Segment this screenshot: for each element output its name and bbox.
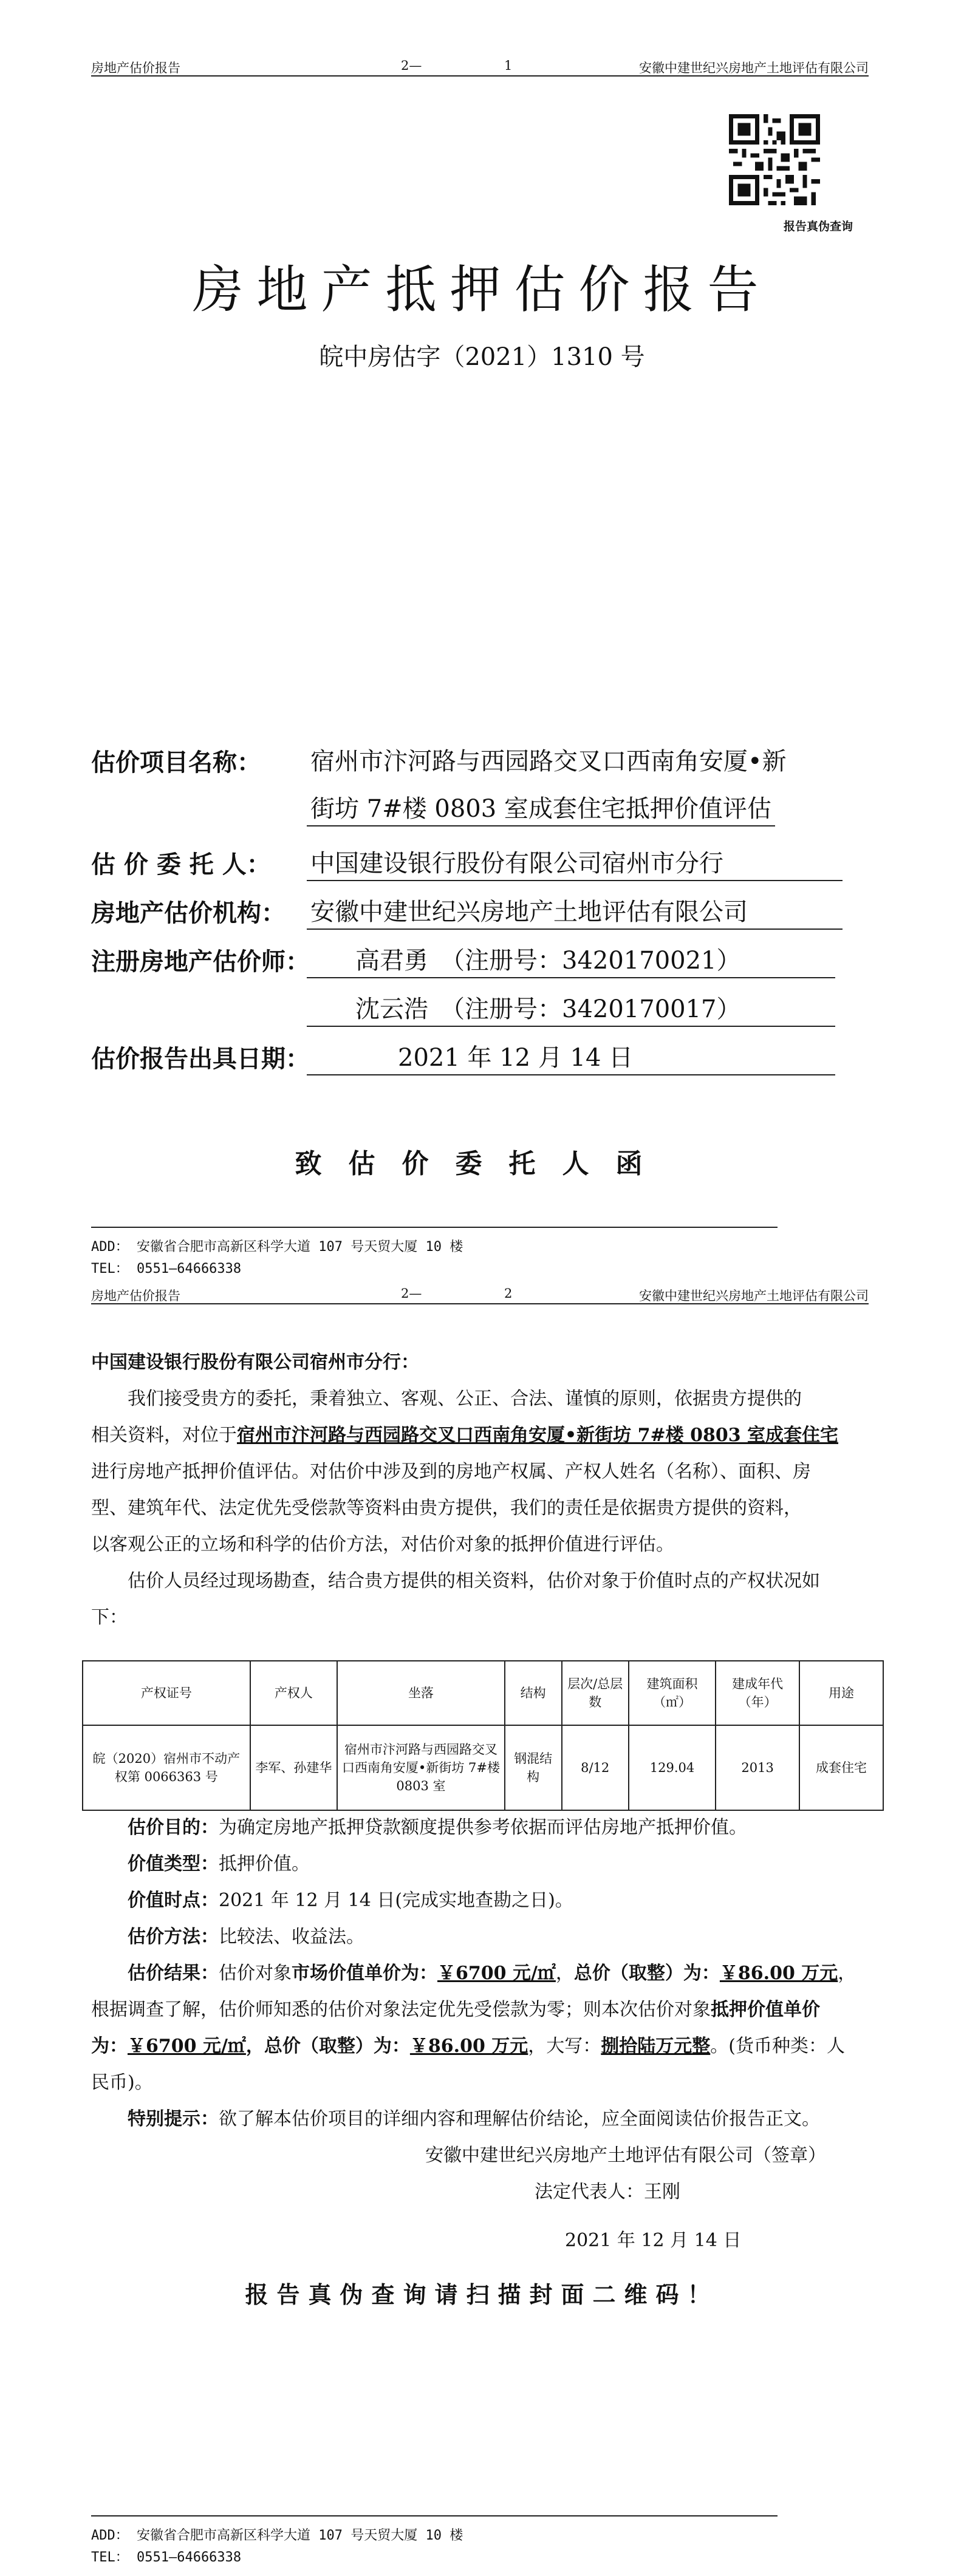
footer-address: ADD： 安徽省合肥市高新区科学大道 107 号天贸大厦 10 楼 [91, 1239, 463, 1255]
footer-address: ADD： 安徽省合肥市高新区科学大道 107 号天贸大厦 10 楼 [91, 2528, 463, 2543]
client-name: 中国建设银行股份有限公司宿州市分行 [307, 844, 843, 881]
table-cell: 成套住宅 [799, 1725, 883, 1810]
result-label: 估价结果： [128, 1963, 219, 1984]
property-rights-table [82, 1660, 884, 1811]
mortgage-total-label: ，总价（取整）为： [245, 2036, 410, 2057]
qr-code-icon[interactable] [729, 114, 820, 205]
header-right: 安徽中建世纪兴房地产土地评估有限公司 [639, 61, 869, 75]
project-label: 估价项目名称： [91, 748, 261, 777]
header-page-number: 2 [504, 1286, 513, 1301]
running-header [91, 1285, 869, 1304]
special-note-value: 欲了解本估价项目的详细内容和理解估价结论，应全面阅读估价报告正文。 [219, 2108, 820, 2130]
running-header [91, 57, 869, 77]
table-header-cell: 结构 [505, 1661, 562, 1725]
appraiser-1: 高君勇 （注册号：3420170021） [307, 941, 835, 978]
table-header-cell: 产权证号 [83, 1661, 250, 1725]
table-cell: 宿州市汴河路与西园路交叉口西南角安厦•新街坊 7#楼 0803 室 [337, 1725, 505, 1810]
result-line1 [128, 1957, 856, 1991]
market-unit-price-label: 市场价值单价为： [292, 1963, 437, 1984]
special-note-label: 特别提示： [128, 2108, 219, 2130]
value-type-line [128, 1847, 310, 1881]
table-cell: 8/12 [562, 1725, 629, 1810]
table-cell: 2013 [716, 1725, 799, 1810]
purpose-line [128, 1811, 747, 1845]
project-name-line1: 宿州市汴河路与西园路交叉口西南角安厦•新 [310, 748, 787, 775]
table-header-row [83, 1661, 883, 1725]
result-line2 [91, 1993, 820, 2027]
table-header-cell: 用途 [799, 1661, 883, 1725]
market-total-label: 总价（取整）为： [573, 1963, 720, 1984]
para1-line2-text: 相关资料，对位于 [91, 1425, 237, 1446]
client-label: 估 价 委 托 人： [91, 850, 271, 879]
header-mid: 2— [401, 58, 422, 73]
table-header-cell: 建成年代（年） [716, 1661, 799, 1725]
purpose-label: 估价目的： [128, 1817, 219, 1838]
report-cover-page [0, 0, 964, 1287]
table-cell: 皖（2020）宿州市不动产权第 0066363 号 [83, 1725, 250, 1810]
letter-heading: 致估价委托人函 [295, 1148, 669, 1179]
value-type-label: 价值类型： [128, 1853, 219, 1875]
amount-in-words: 捌拾陆万元整 [601, 2036, 711, 2057]
agency-label: 房地产估价机构： [91, 899, 285, 927]
letter-addressee: 中国建设银行股份有限公司宿州市分行： [91, 1352, 419, 1373]
table-header-cell: 产权人 [250, 1661, 337, 1725]
value-time-line [128, 1884, 573, 1918]
table-header-cell: 坐落 [337, 1661, 505, 1725]
market-unit-price: ￥6700 元/㎡ [437, 1963, 556, 1984]
signature-company: 安徽中建世纪兴房地产土地评估有限公司（签章） [425, 2145, 826, 2166]
value-time-label: 价值时点： [128, 1890, 219, 1911]
mortgage-unit-price-label: 抵押价值单价 [711, 1999, 820, 2020]
method-value: 比较法、收益法。 [219, 1926, 364, 1947]
footer-rule [91, 2515, 778, 2516]
appraiser-label: 注册房地产估价师： [91, 947, 310, 976]
date-label: 估价报告出具日期： [91, 1044, 310, 1073]
signature-legal-rep: 法定代表人：王刚 [535, 2181, 680, 2203]
result-text: 估价对象 [219, 1963, 292, 1984]
header-right: 安徽中建世纪兴房地产土地评估有限公司 [639, 1289, 869, 1303]
result-comma: ， [838, 1963, 856, 1984]
para2-line2: 下： [91, 1607, 128, 1628]
result-text: 根据调查了解，估价师知悉的估价对象法定优先受偿款为零；则本次估价对象 [91, 1999, 711, 2020]
para2-line1: 估价人员经过现场勘查，结合贵方提供的相关资料，估价对象于价值时点的产权状况如 [128, 1570, 820, 1592]
mortgage-unit-price: ￥6700 元/㎡ [128, 2036, 246, 2057]
mortgage-total-price: ￥86.00 万元 [409, 2036, 528, 2057]
header-mid: 2— [401, 1286, 422, 1301]
table-row [83, 1725, 883, 1810]
qr-caption: 报告真伪查询 [784, 220, 853, 233]
purpose-value: 为确定房地产抵押贷款额度提供参考依据而评估房地产抵押价值。 [219, 1817, 747, 1838]
value-type-value: 抵押价值。 [219, 1853, 310, 1875]
para1-line3: 进行房地产抵押价值评估。对估价中涉及到的房地产权属、产权人姓名（名称）、面积、房 [91, 1461, 811, 1482]
header-left: 房地产估价报告 [91, 61, 180, 75]
result-line3 [91, 2029, 845, 2063]
para1-line1: 我们接受贵方的委托，秉着独立、客观、公正、合法、谨慎的原则，依据贵方提供的 [128, 1388, 802, 1409]
table-cell: 李军、孙建华 [250, 1725, 337, 1810]
method-label: 估价方法： [128, 1926, 219, 1947]
para1-line4: 型、建筑年代、法定优先受偿款等资料由贵方提供，我们的责任是依据贵方提供的资料， [91, 1498, 802, 1519]
footer-telephone: TEL： 0551—64666338 [91, 2550, 242, 2565]
property-address: 宿州市汴河路与西园路交叉口西南角安厦•新街坊 7#楼 0803 室成套住宅 [237, 1425, 839, 1446]
value-time-value: 2021 年 12 月 14 日(完成实地查勘之日)。 [219, 1890, 573, 1911]
header-left: 房地产估价报告 [91, 1289, 180, 1303]
special-note-line [128, 2102, 820, 2136]
result-text: 为： [91, 2036, 128, 2057]
table-cell: 钢混结构 [505, 1725, 562, 1810]
method-line [128, 1920, 364, 1954]
footer-rule [91, 1227, 778, 1228]
currency-note: 。(货币种类：人 [710, 2036, 846, 2057]
letter-page [0, 1286, 964, 2576]
amount-in-words-label: ，大写： [528, 2036, 601, 2057]
market-total-price: ￥86.00 万元 [719, 1963, 838, 1984]
report-date: 2021 年 12 月 14 日 [307, 1038, 835, 1075]
project-name-line2: 街坊 7#楼 0803 室成套住宅抵押价值评估 [307, 789, 775, 826]
agency-name: 安徽中建世纪兴房地产土地评估有限公司 [307, 893, 843, 930]
appraiser-2: 沈云浩 （注册号：3420170017） [307, 990, 835, 1027]
verification-note: 报告真伪查询请扫描封面二维码！ [245, 2281, 719, 2308]
para1-line2 [91, 1419, 838, 1453]
document-number: 皖中房估字（2021）1310 号 [319, 343, 645, 371]
signature-date: 2021 年 12 月 14 日 [565, 2230, 742, 2251]
result-comma: ， [555, 1963, 574, 1984]
para1-line5: 以客观公正的立场和科学的估价方法，对估价对象的抵押价值进行评估。 [91, 1534, 674, 1555]
header-page-number: 1 [504, 58, 513, 73]
table-header-cell: 层次/总层数 [562, 1661, 629, 1725]
footer-telephone: TEL： 0551—64666338 [91, 1261, 242, 1276]
result-line4: 民币)。 [91, 2072, 153, 2093]
table-cell: 129.04 [629, 1725, 716, 1810]
report-title: 房地产抵押估价报告 [192, 260, 772, 319]
table-header-cell: 建筑面积（㎡） [629, 1661, 716, 1725]
